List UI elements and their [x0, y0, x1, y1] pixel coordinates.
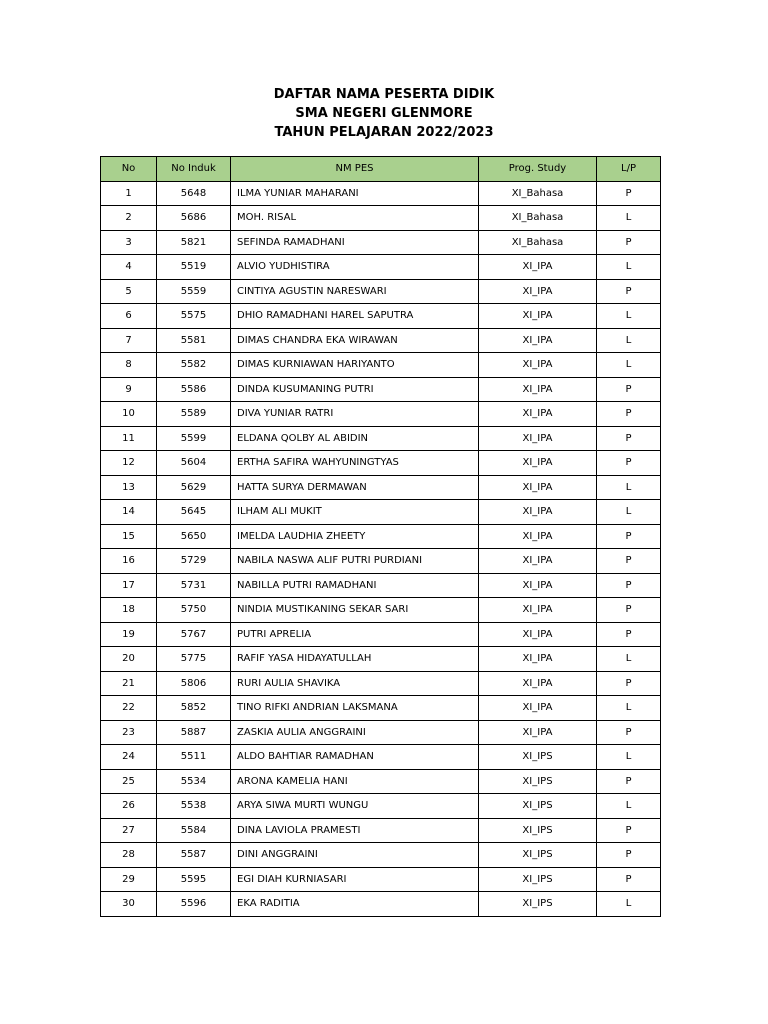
cell-gender: L	[597, 794, 661, 819]
cell-no: 14	[101, 500, 157, 525]
cell-name: CINTIYA AGUSTIN NARESWARI	[231, 279, 479, 304]
cell-gender: P	[597, 843, 661, 868]
cell-name: DHIO RAMADHANI HAREL SAPUTRA	[231, 304, 479, 329]
cell-program: XI_Bahasa	[479, 181, 597, 206]
table-row	[101, 794, 661, 819]
cell-gender: P	[597, 377, 661, 402]
cell-program: XI_Bahasa	[479, 230, 597, 255]
table-row	[101, 573, 661, 598]
cell-no: 15	[101, 524, 157, 549]
cell-program: XI_IPS	[479, 892, 597, 917]
cell-program: XI_IPA	[479, 720, 597, 745]
cell-program: XI_IPA	[479, 451, 597, 476]
title-line-1: DAFTAR NAMA PESERTA DIDIK	[273, 87, 495, 102]
cell-no-induk: 5650	[157, 524, 231, 549]
cell-gender: P	[597, 622, 661, 647]
column-header-gender: L/P	[597, 157, 661, 182]
table-row	[101, 402, 661, 427]
cell-no: 20	[101, 647, 157, 672]
cell-no: 10	[101, 402, 157, 427]
cell-name: PUTRI APRELIA	[231, 622, 479, 647]
cell-no-induk: 5587	[157, 843, 231, 868]
cell-no: 17	[101, 573, 157, 598]
table-row	[101, 867, 661, 892]
cell-program: XI_IPS	[479, 794, 597, 819]
table-row	[101, 524, 661, 549]
cell-no: 6	[101, 304, 157, 329]
table-row	[101, 328, 661, 353]
cell-no-induk: 5582	[157, 353, 231, 378]
cell-program: XI_IPS	[479, 745, 597, 770]
cell-program: XI_IPS	[479, 867, 597, 892]
cell-no-induk: 5534	[157, 769, 231, 794]
cell-no-induk: 5750	[157, 598, 231, 623]
cell-program: XI_IPA	[479, 696, 597, 721]
cell-no: 24	[101, 745, 157, 770]
table-header-row	[101, 157, 661, 182]
cell-program: XI_IPA	[479, 377, 597, 402]
cell-no-induk: 5821	[157, 230, 231, 255]
cell-no-induk: 5852	[157, 696, 231, 721]
cell-name: ARONA KAMELIA HANI	[231, 769, 479, 794]
cell-name: DINDA KUSUMANING PUTRI	[231, 377, 479, 402]
cell-no: 25	[101, 769, 157, 794]
cell-no-induk: 5729	[157, 549, 231, 574]
cell-no: 1	[101, 181, 157, 206]
cell-name: DIMAS CHANDRA EKA WIRAWAN	[231, 328, 479, 353]
cell-gender: P	[597, 598, 661, 623]
table-row	[101, 353, 661, 378]
table-row	[101, 745, 661, 770]
cell-gender: L	[597, 475, 661, 500]
cell-gender: P	[597, 230, 661, 255]
cell-gender: P	[597, 720, 661, 745]
cell-no: 13	[101, 475, 157, 500]
cell-name: TINO RIFKI ANDRIAN LAKSMANA	[231, 696, 479, 721]
table-row	[101, 451, 661, 476]
cell-no-induk: 5629	[157, 475, 231, 500]
table-row	[101, 843, 661, 868]
table-row	[101, 206, 661, 231]
cell-no-induk: 5575	[157, 304, 231, 329]
cell-name: ZASKIA AULIA ANGGRAINI	[231, 720, 479, 745]
table-row	[101, 671, 661, 696]
cell-name: DINA LAVIOLA PRAMESTI	[231, 818, 479, 843]
table-row	[101, 475, 661, 500]
cell-no: 28	[101, 843, 157, 868]
cell-no-induk: 5595	[157, 867, 231, 892]
cell-no-induk: 5887	[157, 720, 231, 745]
table-row	[101, 598, 661, 623]
cell-no-induk: 5599	[157, 426, 231, 451]
cell-no: 29	[101, 867, 157, 892]
cell-program: XI_IPA	[479, 524, 597, 549]
cell-gender: L	[597, 892, 661, 917]
cell-name: EGI DIAH KURNIASARI	[231, 867, 479, 892]
cell-no-induk: 5519	[157, 255, 231, 280]
cell-no: 8	[101, 353, 157, 378]
cell-gender: L	[597, 696, 661, 721]
cell-no-induk: 5686	[157, 206, 231, 231]
cell-name: NABILA NASWA ALIF PUTRI PURDIANI	[231, 549, 479, 574]
cell-name: ALVIO YUDHISTIRA	[231, 255, 479, 280]
table-row	[101, 622, 661, 647]
cell-gender: P	[597, 279, 661, 304]
table-row	[101, 647, 661, 672]
cell-name: MOH. RISAL	[231, 206, 479, 231]
cell-no: 12	[101, 451, 157, 476]
cell-gender: L	[597, 500, 661, 525]
column-header-program: Prog. Study	[479, 157, 597, 182]
table-row	[101, 377, 661, 402]
cell-name: ERTHA SAFIRA WAHYUNINGTYAS	[231, 451, 479, 476]
cell-name: ARYA SIWA MURTI WUNGU	[231, 794, 479, 819]
cell-name: RURI AULIA SHAVIKA	[231, 671, 479, 696]
cell-program: XI_IPA	[479, 328, 597, 353]
table-row	[101, 255, 661, 280]
cell-program: XI_IPA	[479, 671, 597, 696]
cell-no: 2	[101, 206, 157, 231]
cell-name: ALDO BAHTIAR RAMADHAN	[231, 745, 479, 770]
table-row	[101, 818, 661, 843]
cell-no-induk: 5604	[157, 451, 231, 476]
table-row	[101, 304, 661, 329]
cell-program: XI_IPA	[479, 647, 597, 672]
cell-program: XI_IPS	[479, 769, 597, 794]
cell-program: XI_Bahasa	[479, 206, 597, 231]
table-row	[101, 426, 661, 451]
cell-program: XI_IPS	[479, 818, 597, 843]
cell-name: RAFIF YASA HIDAYATULLAH	[231, 647, 479, 672]
cell-gender: L	[597, 647, 661, 672]
cell-program: XI_IPA	[479, 475, 597, 500]
cell-gender: P	[597, 671, 661, 696]
cell-gender: L	[597, 745, 661, 770]
table-row	[101, 720, 661, 745]
cell-gender: P	[597, 867, 661, 892]
cell-gender: P	[597, 549, 661, 574]
cell-program: XI_IPA	[479, 402, 597, 427]
cell-name: DIVA YUNIAR RATRI	[231, 402, 479, 427]
cell-no: 5	[101, 279, 157, 304]
table-row	[101, 230, 661, 255]
cell-gender: P	[597, 524, 661, 549]
table-row	[101, 279, 661, 304]
cell-no: 7	[101, 328, 157, 353]
cell-name: ILHAM ALI MUKIT	[231, 500, 479, 525]
cell-no: 21	[101, 671, 157, 696]
cell-name: ILMA YUNIAR MAHARANI	[231, 181, 479, 206]
cell-program: XI_IPA	[479, 622, 597, 647]
cell-program: XI_IPA	[479, 279, 597, 304]
column-header-no-induk: No Induk	[157, 157, 231, 182]
cell-no-induk: 5775	[157, 647, 231, 672]
cell-program: XI_IPS	[479, 843, 597, 868]
cell-no: 26	[101, 794, 157, 819]
cell-no-induk: 5806	[157, 671, 231, 696]
cell-program: XI_IPA	[479, 500, 597, 525]
cell-program: XI_IPA	[479, 573, 597, 598]
cell-no: 18	[101, 598, 157, 623]
cell-gender: P	[597, 769, 661, 794]
cell-name: DIMAS KURNIAWAN HARIYANTO	[231, 353, 479, 378]
cell-no: 9	[101, 377, 157, 402]
cell-no-induk: 5581	[157, 328, 231, 353]
table-row	[101, 696, 661, 721]
cell-gender: P	[597, 573, 661, 598]
cell-no-induk: 5584	[157, 818, 231, 843]
cell-gender: P	[597, 402, 661, 427]
cell-gender: L	[597, 255, 661, 280]
table-row	[101, 500, 661, 525]
cell-program: XI_IPA	[479, 598, 597, 623]
table-row	[101, 549, 661, 574]
cell-name: IMELDA LAUDHIA ZHEETY	[231, 524, 479, 549]
cell-no: 27	[101, 818, 157, 843]
cell-gender: P	[597, 181, 661, 206]
cell-no: 16	[101, 549, 157, 574]
cell-program: XI_IPA	[479, 255, 597, 280]
cell-gender: L	[597, 328, 661, 353]
cell-no: 23	[101, 720, 157, 745]
cell-no-induk: 5511	[157, 745, 231, 770]
student-table	[100, 156, 661, 917]
cell-no: 11	[101, 426, 157, 451]
cell-name: ELDANA QOLBY AL ABIDIN	[231, 426, 479, 451]
cell-program: XI_IPA	[479, 549, 597, 574]
cell-no-induk: 5589	[157, 402, 231, 427]
table-row	[101, 181, 661, 206]
table-row	[101, 892, 661, 917]
cell-no: 22	[101, 696, 157, 721]
cell-no-induk: 5559	[157, 279, 231, 304]
title-line-3: TAHUN PELAJARAN 2022/2023	[274, 125, 494, 140]
cell-name: NINDIA MUSTIKANING SEKAR SARI	[231, 598, 479, 623]
cell-no-induk: 5645	[157, 500, 231, 525]
column-header-name: NM PES	[231, 157, 479, 182]
cell-gender: P	[597, 818, 661, 843]
cell-gender: L	[597, 304, 661, 329]
document-title	[0, 85, 768, 142]
cell-program: XI_IPA	[479, 426, 597, 451]
cell-name: HATTA SURYA DERMAWAN	[231, 475, 479, 500]
cell-no: 4	[101, 255, 157, 280]
table-body	[101, 181, 661, 916]
cell-no-induk: 5767	[157, 622, 231, 647]
cell-program: XI_IPA	[479, 304, 597, 329]
cell-no: 30	[101, 892, 157, 917]
cell-no-induk: 5586	[157, 377, 231, 402]
cell-no-induk: 5731	[157, 573, 231, 598]
cell-no-induk: 5596	[157, 892, 231, 917]
cell-no-induk: 5648	[157, 181, 231, 206]
cell-name: EKA RADITIA	[231, 892, 479, 917]
cell-name: DINI ANGGRAINI	[231, 843, 479, 868]
cell-no: 19	[101, 622, 157, 647]
title-line-2: SMA NEGERI GLENMORE	[295, 106, 473, 121]
cell-gender: L	[597, 353, 661, 378]
cell-name: SEFINDA RAMADHANI	[231, 230, 479, 255]
cell-name: NABILLA PUTRI RAMADHANI	[231, 573, 479, 598]
cell-gender: P	[597, 451, 661, 476]
column-header-no: No	[101, 157, 157, 182]
cell-gender: P	[597, 426, 661, 451]
cell-gender: L	[597, 206, 661, 231]
cell-program: XI_IPA	[479, 353, 597, 378]
cell-no: 3	[101, 230, 157, 255]
cell-no-induk: 5538	[157, 794, 231, 819]
table-row	[101, 769, 661, 794]
